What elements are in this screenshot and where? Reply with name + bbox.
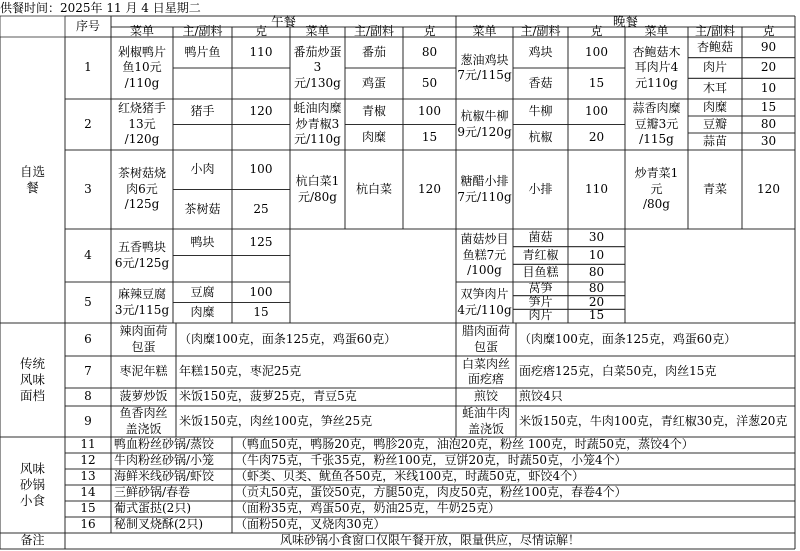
dinner-a-dish: 菌菇炒目 鱼糕7元 /100g [460, 232, 509, 278]
column-subheader: 克 [590, 24, 603, 39]
lunch-a-grams: 25 [253, 201, 269, 216]
dinner-noodle-dish: 煎饺 [473, 389, 498, 404]
column-header-dinner: 晚餐 [612, 13, 638, 29]
lunch-a-grams: 110 [249, 44, 273, 59]
dinner-b-grams: 120 [757, 181, 780, 196]
lunch-a-ingredient: 鸭块 [190, 234, 215, 249]
lunch-a-grams: 125 [249, 234, 273, 249]
claypot-name: 牛肉粉丝砂锅/小笼 [114, 453, 215, 468]
dinner-a-grams: 15 [588, 308, 605, 323]
dinner-noodle-detail: （肉糜100克，面条125克，鸡蛋60克） [519, 331, 737, 346]
lunch-a-dish: 茶树菇烧 肉6元 /125g [117, 166, 166, 212]
row-seq: 11 [80, 437, 96, 452]
dinner-a-dish: 双笋肉片 4元/110g [457, 287, 512, 317]
lunch-b-grams: 100 [418, 104, 441, 119]
lunch-a-grams: 120 [249, 104, 273, 119]
row-seq: 15 [80, 501, 96, 516]
lunch-noodle-dish: 鱼香肉丝 盖浇饭 [119, 406, 168, 436]
row-seq: 6 [84, 331, 92, 346]
lunch-a-ingredient [173, 68, 232, 99]
claypot-detail: （面粉50克，叉烧肉30克） [235, 517, 386, 532]
column-subheader: 主/副料 [182, 24, 223, 39]
dinner-a-ingredient: 菌菇 [528, 230, 553, 245]
lunch-b-grams: 15 [421, 129, 438, 144]
lunch-noodle-dish: 辣肉面荷 包蛋 [119, 324, 168, 354]
lunch-noodle-detail: 米饭150克，菠萝25克，青豆5克 [179, 389, 357, 404]
dinner-b-ingredient: 木耳 [702, 80, 727, 95]
column-subheader: 主/副料 [520, 24, 561, 39]
dinner-a-ingredient: 肉片 [528, 308, 553, 323]
dinner-noodle-dish: 腊肉面荷 包蛋 [461, 324, 510, 354]
lunch-a-grams: 100 [249, 284, 273, 299]
lunch-noodle-dish: 枣泥年糕 [119, 364, 168, 379]
row-seq: 13 [80, 469, 96, 484]
dinner-noodle-detail: 煎饺4只 [519, 389, 563, 404]
dinner-a-grams: 110 [585, 181, 608, 196]
claypot-detail: （面粉35克，鸡蛋50克，奶油25克，牛奶25克） [235, 501, 501, 516]
dinner-a-grams: 80 [588, 265, 605, 280]
claypot-detail: （鸭血50克，鸭肠20克，鸭胗20克，油泡20克，粉丝 100克，时蔬50克，蒸饺4个） [235, 437, 694, 452]
dinner-a-grams: 15 [588, 75, 605, 90]
lunch-a-ingredient: 鸭片鱼 [184, 44, 221, 59]
column-subheader: 菜单 [472, 24, 497, 39]
dinner-b-grams: 20 [760, 60, 777, 75]
row-seq: 7 [84, 364, 92, 379]
lunch-b-ingredient: 青椒 [361, 104, 386, 119]
lunch-b-grams: 80 [421, 44, 438, 59]
claypot-name: 海鲜米线砂锅/虾饺 [114, 469, 215, 484]
group-label-claypot: 风味 砂锅 小食 [19, 460, 45, 509]
dinner-a-ingredient: 青红椒 [522, 247, 559, 262]
row-seq: 2 [84, 116, 92, 131]
lunch-a-dish: 麻辣豆腐 3元/115g [114, 287, 170, 317]
dinner-a-ingredient: 莴笋 [528, 281, 553, 296]
dinner-b-dish: 杏鲍菇木 耳肉片4 元110g [632, 44, 681, 90]
lunch-b-dish: 杭白菜1 元/80g [295, 174, 340, 204]
dinner-noodle-detail: 面疙瘩125克，白菜50克，肉丝15克 [519, 364, 717, 379]
lunch-noodle-detail: （肉糜100克，面条125克，鸡蛋60克） [179, 331, 397, 346]
row-seq: 12 [80, 453, 96, 468]
claypot-detail: （贡丸50克，蛋饺50克，方腿50克，肉皮50克，粉丝100克，春卷4个） [235, 485, 627, 500]
lunch-b-ingredient: 鸡蛋 [361, 75, 386, 90]
lunch-b-dish: 番茄炒蛋 3元/130g [293, 44, 342, 90]
lunch-b-ingredient: 肉糜 [361, 129, 386, 144]
dinner-a-ingredient: 笋片 [528, 294, 553, 309]
lunch-a-ingredient [173, 125, 232, 151]
column-subheader: 菜单 [644, 24, 669, 39]
dinner-b-grams: 90 [760, 39, 777, 54]
dinner-noodle-detail: 米饭150克，牛肉100克，青红椒30克，洋葱20克 [519, 413, 788, 428]
group-label-traditional: 传统 风味 面档 [19, 355, 45, 404]
lunch-a-ingredient [173, 256, 232, 283]
row-seq: 16 [80, 517, 96, 532]
column-subheader: 克 [423, 24, 436, 39]
dinner-a-grams: 10 [588, 247, 605, 262]
column-subheader: 克 [762, 24, 775, 39]
lunch-noodle-dish: 菠萝炒饭 [119, 389, 168, 404]
dinner-a-dish: 杭椒牛柳 9元/120g [457, 109, 512, 139]
column-subheader: 克 [254, 24, 267, 39]
row-seq: 14 [80, 485, 96, 500]
claypot-name: 秘制叉烧酥(2只) [114, 517, 203, 532]
dinner-a-ingredient: 鸡块 [528, 44, 553, 59]
dinner-a-dish: 葱油鸡块 7元/115g [457, 52, 512, 82]
serving-time-date: 2025年 11 月 4 日星期二 [60, 1, 201, 15]
lunch-noodle-detail: 米饭150克，肉丝100克，笋丝25克 [179, 413, 373, 428]
dinner-a-dish: 糖醋小排 7元/110g [457, 174, 512, 204]
dinner-b-ingredient: 肉片 [702, 60, 727, 75]
dinner-a-grams: 20 [588, 129, 605, 144]
claypot-name: 三鲜砂锅/春卷 [114, 485, 191, 500]
dinner-b-grams: 80 [760, 116, 777, 131]
lunch-a-ingredient: 猪手 [190, 104, 215, 119]
claypot-detail: （牛肉75克，千张35克，粉丝100克，豆饼20克，时蔬50克，小笼4个） [235, 453, 627, 468]
dinner-a-ingredient: 目鱼糕 [522, 265, 559, 280]
dinner-b-dish: 炒青菜1 元 /80g [634, 166, 679, 212]
dinner-a-ingredient: 牛柳 [528, 104, 553, 119]
dinner-b-ingredient: 蒜苗 [702, 133, 727, 148]
dinner-b-dish: 蒜香肉糜 豆瓣3元 /115g [632, 101, 681, 147]
dinner-a-grams: 80 [588, 281, 605, 296]
lunch-a-grams [232, 125, 290, 151]
dinner-a-grams: 30 [588, 230, 605, 245]
claypot-name: 鸭血粉丝砂锅/蒸饺 [114, 437, 215, 452]
lunch-b-ingredient: 番茄 [361, 44, 386, 59]
lunch-a-grams: 15 [253, 305, 269, 320]
dinner-b-ingredient: 青菜 [702, 181, 727, 196]
column-subheader: 主/副料 [694, 24, 736, 39]
lunch-a-ingredient: 小肉 [190, 162, 215, 177]
row-seq: 5 [84, 294, 92, 309]
lunch-noodle-detail: 年糕150克，枣泥25克 [179, 364, 302, 379]
dinner-a-grams: 100 [585, 104, 608, 119]
column-header-seq: 序号 [75, 18, 100, 33]
lunch-a-dish: 剁椒鸭片 鱼10元 /110g [117, 44, 166, 90]
remark-text: 风味砂锅小食窗口仅限午餐开放，限量供应，尽情谅解！ [279, 533, 580, 548]
lunch-b-grams: 120 [418, 181, 441, 196]
lunch-a-dish: 红烧猪手 13元 /120g [117, 101, 166, 147]
claypot-name: 葡式蛋挞(2只) [114, 501, 191, 516]
dinner-b-grams: 30 [760, 133, 777, 148]
column-subheader: 菜单 [305, 24, 330, 39]
dinner-a-grams: 100 [585, 44, 608, 59]
dinner-a-grams: 20 [588, 294, 605, 309]
dinner-noodle-dish: 蚝油牛肉 盖浇饭 [461, 406, 510, 436]
dinner-b-grams: 15 [760, 99, 777, 114]
lunch-b-grams: 50 [421, 75, 438, 90]
row-seq: 9 [84, 413, 92, 428]
lunch-a-grams [232, 256, 290, 283]
lunch-a-ingredient: 豆腐 [190, 284, 215, 299]
lunch-a-grams [232, 68, 290, 99]
group-label-remark: 备注 [20, 533, 45, 548]
dinner-b-ingredient: 杏鲍菇 [696, 39, 733, 54]
row-seq: 4 [84, 247, 92, 262]
dinner-a-ingredient: 小排 [528, 181, 553, 196]
dinner-noodle-dish: 白菜肉丝 面疙瘩 [461, 356, 510, 386]
column-subheader: 主/副料 [353, 24, 395, 39]
lunch-a-dish: 五香鸭块 6元/125g [114, 240, 170, 270]
column-subheader: 菜单 [129, 24, 154, 39]
claypot-detail: （虾类、贝类、鱿鱼各50克，米线100克，时蔬50克，虾饺4个） [235, 469, 585, 484]
dinner-a-ingredient: 杭椒 [528, 129, 553, 144]
dinner-b-grams: 10 [760, 80, 777, 95]
dinner-a-ingredient: 香菇 [528, 75, 553, 90]
lunch-a-ingredient: 肉糜 [190, 305, 215, 320]
row-seq: 3 [84, 181, 92, 196]
row-seq: 8 [84, 389, 92, 404]
column-header-lunch: 午餐 [270, 13, 296, 29]
lunch-a-grams: 100 [249, 162, 273, 177]
lunch-b-dish: 蚝油肉糜 炒青椒3 元/110g [293, 101, 342, 147]
row-seq: 1 [84, 60, 92, 75]
lunch-b-ingredient: 杭白菜 [355, 181, 392, 196]
lunch-a-ingredient: 茶树菇 [184, 201, 221, 216]
group-label-self-select: 自选 餐 [19, 163, 45, 195]
serving-time-label: 供餐时间： [0, 1, 61, 15]
dinner-b-ingredient: 豆瓣 [702, 116, 727, 131]
dinner-b-ingredient: 肉糜 [702, 99, 727, 114]
